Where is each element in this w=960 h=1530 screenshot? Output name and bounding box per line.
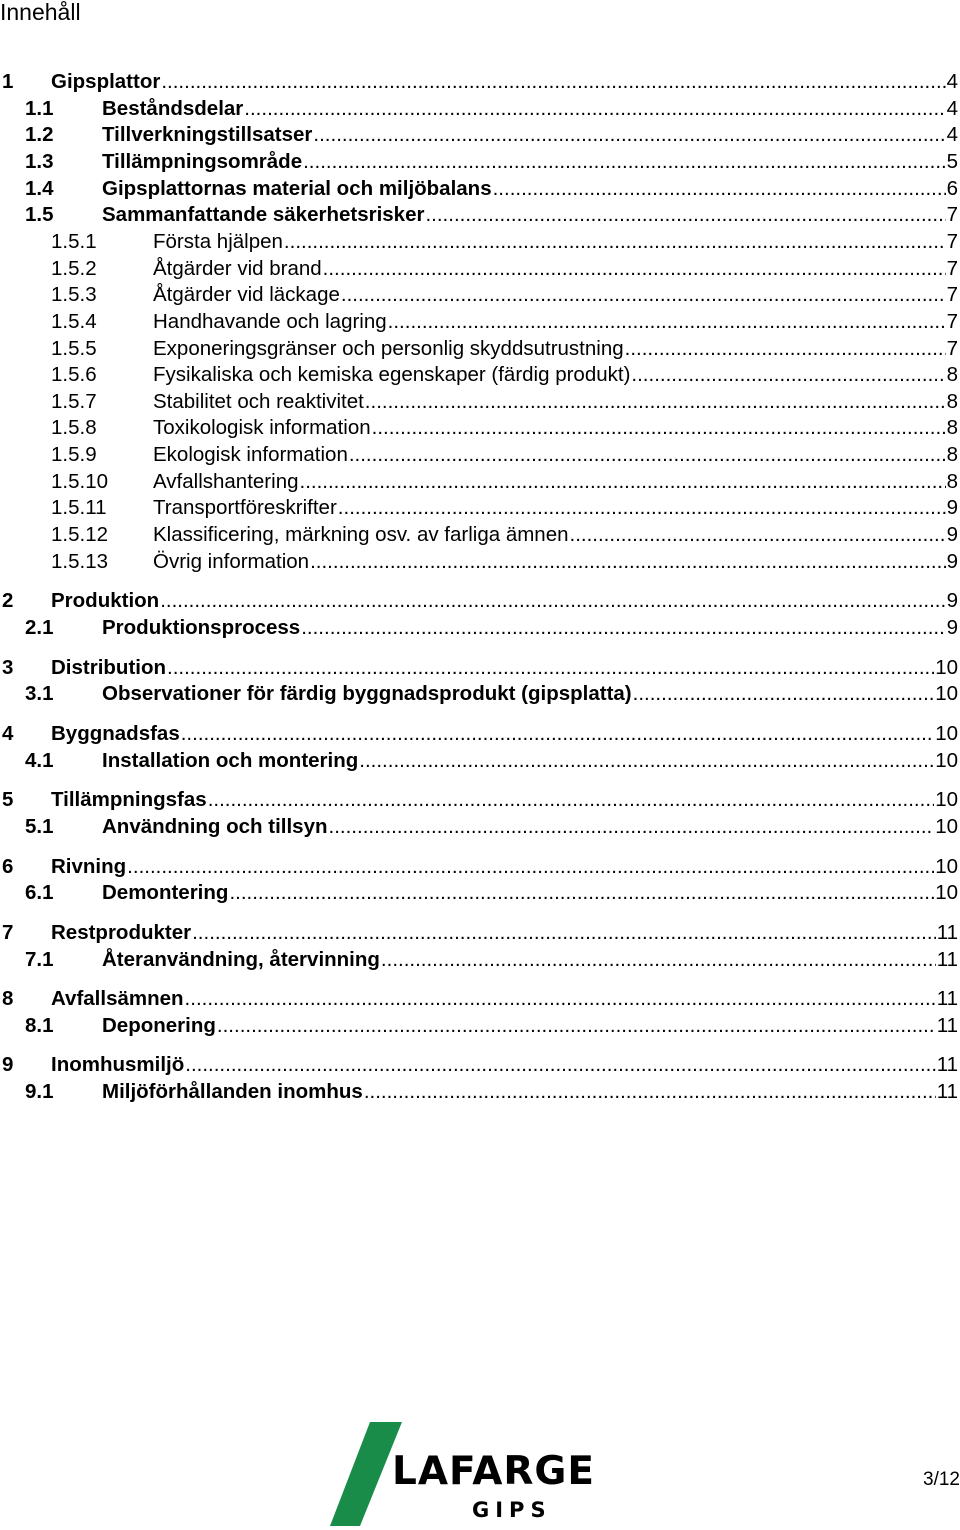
toc-dot-leader (365, 389, 946, 415)
toc-entry-number: 1.5.13 (51, 549, 108, 573)
toc-entry-page: 10 (935, 788, 958, 812)
toc-entry-page: 8 (946, 469, 958, 493)
toc-dot-leader (388, 309, 946, 335)
toc-entry[interactable] (0, 1079, 960, 1105)
toc-entry[interactable] (0, 986, 960, 1012)
toc-entry-number: 1.5 (25, 203, 54, 227)
toc-entry-number: 8 (2, 987, 14, 1011)
toc-dot-leader (631, 362, 945, 388)
toc-entry-title: Beståndsdelar (102, 96, 244, 120)
toc-entry-title: Rivning (51, 854, 127, 878)
toc-entry-page: 8 (946, 363, 958, 387)
toc-entry-page: 10 (935, 682, 958, 706)
toc-entry-title: Restprodukter (51, 920, 192, 944)
toc-entry-page: 4 (946, 70, 958, 93)
toc-entry-page: 6 (946, 176, 958, 200)
toc-entry-title: Distribution (51, 655, 167, 679)
toc-entry[interactable] (0, 69, 960, 95)
toc-entry-title: Installation och montering (102, 748, 359, 772)
toc-entry-number: 8.1 (25, 1013, 54, 1037)
toc-entry-title: Användning och tillsyn (102, 814, 328, 838)
toc-entry[interactable] (0, 748, 960, 774)
toc-dot-leader (310, 549, 946, 575)
toc-entry-title: Klassificering, märkning osv. av farliga ämnen (153, 523, 569, 547)
toc-entry[interactable] (0, 149, 960, 175)
toc-entry[interactable] (0, 96, 960, 122)
toc-entry-page: 4 (946, 123, 958, 147)
toc-entry-title: Deponering (102, 1013, 216, 1037)
toc-dot-leader (217, 1013, 936, 1039)
toc-dot-leader (181, 721, 934, 747)
toc-entry-title: Toxikologisk information (153, 416, 371, 440)
toc-dot-leader (303, 149, 945, 175)
toc-entry-title: Avfallshantering (153, 469, 299, 493)
toc-dot-leader (301, 615, 945, 641)
toc-entry-page: 9 (946, 523, 958, 547)
toc-entry[interactable] (0, 202, 960, 228)
toc-entry[interactable] (0, 229, 960, 255)
toc-entry-number: 1 (2, 70, 14, 93)
toc-dot-leader (244, 96, 945, 122)
toc-entry-title: Byggnadsfas (51, 721, 180, 745)
toc-entry-page: 10 (935, 748, 958, 772)
toc-entry-page: 9 (946, 616, 958, 639)
toc-entry-number: 3.1 (25, 682, 54, 706)
toc-dot-leader (161, 69, 945, 95)
toc-entry-page: 7 (946, 256, 958, 280)
toc-entry[interactable] (0, 256, 960, 282)
toc-entry-title: Första hjälpen (153, 229, 283, 253)
toc-dot-leader (493, 176, 946, 202)
toc-entry-number: 4 (2, 721, 14, 745)
toc-entry-title: Sammanfattande säkerhetsrisker (102, 203, 425, 227)
toc-entry[interactable] (0, 309, 960, 335)
toc-entry-number: 1.5.1 (51, 229, 97, 253)
toc-entry-page: 10 (935, 881, 958, 905)
toc-entry-page: 10 (935, 655, 958, 679)
toc-entry-page: 9 (946, 496, 958, 520)
toc-entry-page: 7 (946, 203, 958, 227)
toc-entry[interactable] (0, 176, 960, 202)
toc-dot-leader (313, 122, 945, 148)
toc-entry-page: 11 (936, 1080, 958, 1104)
toc-entry-number: 9.1 (25, 1080, 54, 1104)
toc-entry-title: Produktionsprocess (102, 616, 301, 639)
toc-dot-leader (329, 814, 935, 840)
toc-entry[interactable] (0, 588, 960, 614)
toc-entry-page: 8 (946, 389, 958, 413)
toc-entry-number: 9 (2, 1053, 14, 1077)
toc-dot-leader (341, 282, 946, 308)
toc-entry-number: 1.2 (25, 123, 54, 147)
toc-entry-title: Inomhusmiljö (51, 1053, 185, 1077)
toc-entry-page: 7 (946, 309, 958, 333)
toc-entry-number: 6 (2, 854, 14, 878)
toc-dot-leader (185, 1052, 935, 1078)
toc-entry-number: 1.3 (25, 149, 54, 173)
toc-entry-page: 11 (936, 1053, 958, 1077)
toc-entry-number: 1.5.9 (51, 443, 97, 467)
toc-dot-leader (300, 469, 946, 495)
toc-entry-page: 8 (946, 443, 958, 467)
toc-entry-number: 1.5.5 (51, 336, 97, 360)
toc-entry-title: Avfallsämnen (51, 987, 184, 1011)
toc-entry-title: Transportföreskrifter (153, 496, 337, 520)
toc-entry-number: 6.1 (25, 881, 54, 905)
toc-entry-title: Gipsplattor (51, 70, 161, 93)
toc-dot-leader (381, 947, 936, 973)
toc-dot-leader (372, 415, 946, 441)
toc-entry-title: Tillverkningstillsatser (102, 123, 313, 147)
toc-dot-leader (425, 202, 945, 228)
logo-subtitle: GIPS (472, 1498, 552, 1522)
toc-entry-title: Tillämpningsfas (51, 788, 207, 812)
toc-entry-number: 1.4 (25, 176, 54, 200)
toc-entry-page: 11 (936, 920, 958, 944)
toc-dot-leader (359, 748, 934, 774)
toc-entry[interactable] (0, 1013, 960, 1039)
toc-entry-page: 10 (935, 721, 958, 745)
toc-entry-title: Åtgärder vid brand (153, 256, 322, 280)
toc-entry-number: 1.5.10 (51, 469, 108, 493)
toc-dot-leader (192, 920, 936, 946)
toc-entry-number: 7.1 (25, 947, 54, 971)
toc-entry-number: 1.1 (25, 96, 54, 120)
logo-wordmark: LAFARGE (392, 1449, 596, 1494)
toc-entry-page: 7 (946, 336, 958, 360)
toc-entry-page: 11 (936, 1013, 958, 1037)
toc-entry[interactable] (0, 282, 960, 308)
toc-entry-number: 3 (2, 655, 14, 679)
toc-entry-number: 2.1 (25, 616, 54, 639)
toc-entry[interactable] (0, 336, 960, 362)
toc-entry-number: 2 (2, 589, 14, 613)
toc-entry-number: 5 (2, 788, 14, 812)
toc-dot-leader (127, 854, 934, 880)
toc-dot-leader (349, 442, 946, 468)
toc-entry-title: Produktion (51, 589, 160, 613)
toc-entry[interactable] (0, 415, 960, 441)
lafarge-gips-logo (330, 1418, 640, 1528)
toc-entry[interactable] (0, 681, 960, 707)
toc-entry-title: Gipsplattornas material och miljöbalans (102, 176, 492, 200)
toc-entry-number: 1.5.7 (51, 389, 97, 413)
toc-entry-title: Övrig information (153, 549, 310, 573)
toc-entry-page: 9 (946, 549, 958, 573)
toc-entry-page: 7 (946, 283, 958, 307)
toc-dot-leader (229, 880, 934, 906)
toc-entry-title: Återanvändning, återvinning (102, 947, 380, 971)
toc-entry[interactable] (0, 854, 960, 880)
toc-entry-number: 1.5.4 (51, 309, 97, 333)
toc-dot-leader (364, 1079, 936, 1105)
toc-entry-number: 1.5.12 (51, 523, 108, 547)
toc-entry-title: Tillämpningsområde (102, 149, 303, 173)
toc-entry-page: 10 (935, 814, 958, 838)
toc-entry-title: Demontering (102, 881, 229, 905)
toc-entry[interactable] (0, 469, 960, 495)
toc-entry[interactable] (0, 389, 960, 415)
toc-entry-number: 4.1 (25, 748, 54, 772)
page-number: 3/12 (923, 1469, 960, 1490)
toc-entry-title: Fysikaliska och kemiska egenskaper (färdig produkt) (153, 363, 631, 387)
toc-entry[interactable] (0, 880, 960, 906)
toc-entry-title: Exponeringsgränser och personlig skyddsutrustning (153, 336, 624, 360)
toc-dot-leader (167, 655, 934, 681)
toc-entry-number: 1.5.8 (51, 416, 97, 440)
toc-entry[interactable] (0, 920, 960, 946)
toc-entry-title: Ekologisk information (153, 443, 348, 467)
toc-entry-page: 5 (946, 149, 958, 173)
toc-entry[interactable] (0, 549, 960, 575)
toc-dot-leader (284, 229, 946, 255)
toc-entry-number: 1.5.6 (51, 363, 97, 387)
toc-entry-number: 1.5.11 (51, 496, 107, 520)
toc-heading: Innehåll (0, 0, 81, 25)
toc-entry[interactable] (0, 522, 960, 548)
toc-entry[interactable] (0, 362, 960, 388)
toc-entry[interactable] (0, 495, 960, 521)
toc-dot-leader (208, 787, 935, 813)
toc-entry[interactable] (0, 947, 960, 973)
toc-entry-page: 4 (946, 96, 958, 120)
toc-entry[interactable] (0, 615, 960, 641)
toc-entry-number: 7 (2, 920, 14, 944)
toc-entry[interactable] (0, 1052, 960, 1078)
toc-entry-page: 9 (946, 589, 958, 613)
toc-entry-page: 10 (935, 854, 958, 878)
toc-dot-leader (570, 522, 946, 548)
toc-dot-leader (185, 986, 936, 1012)
toc-entry[interactable] (0, 655, 960, 681)
toc-dot-leader (625, 336, 946, 362)
toc-entry-title: Observationer för färdig byggnadsprodukt (gipsplatta) (102, 682, 632, 706)
toc-entry-title: Handhavande och lagring (153, 309, 387, 333)
toc-entry[interactable] (0, 442, 960, 468)
toc-entry[interactable] (0, 814, 960, 840)
toc-entry-page: 11 (936, 987, 958, 1011)
toc-entry-page: 11 (936, 947, 958, 971)
toc-dot-leader (160, 588, 945, 614)
toc-entry-number: 5.1 (25, 814, 54, 838)
toc-dot-leader (323, 256, 946, 282)
toc-entry[interactable] (0, 721, 960, 747)
toc-entry-page: 8 (946, 416, 958, 440)
toc-entry-number: 1.5.2 (51, 256, 97, 280)
toc-entry-title: Miljöförhållanden inomhus (102, 1080, 363, 1104)
toc-dot-leader (633, 681, 935, 707)
toc-entry-number: 1.5.3 (51, 283, 97, 307)
toc-dot-leader (338, 495, 946, 521)
toc-entry-title: Stabilitet och reaktivitet (153, 389, 364, 413)
toc-entry[interactable] (0, 122, 960, 148)
toc-entry[interactable] (0, 787, 960, 813)
toc-entry-page: 7 (946, 229, 958, 253)
toc-entry-title: Åtgärder vid läckage (153, 283, 340, 307)
